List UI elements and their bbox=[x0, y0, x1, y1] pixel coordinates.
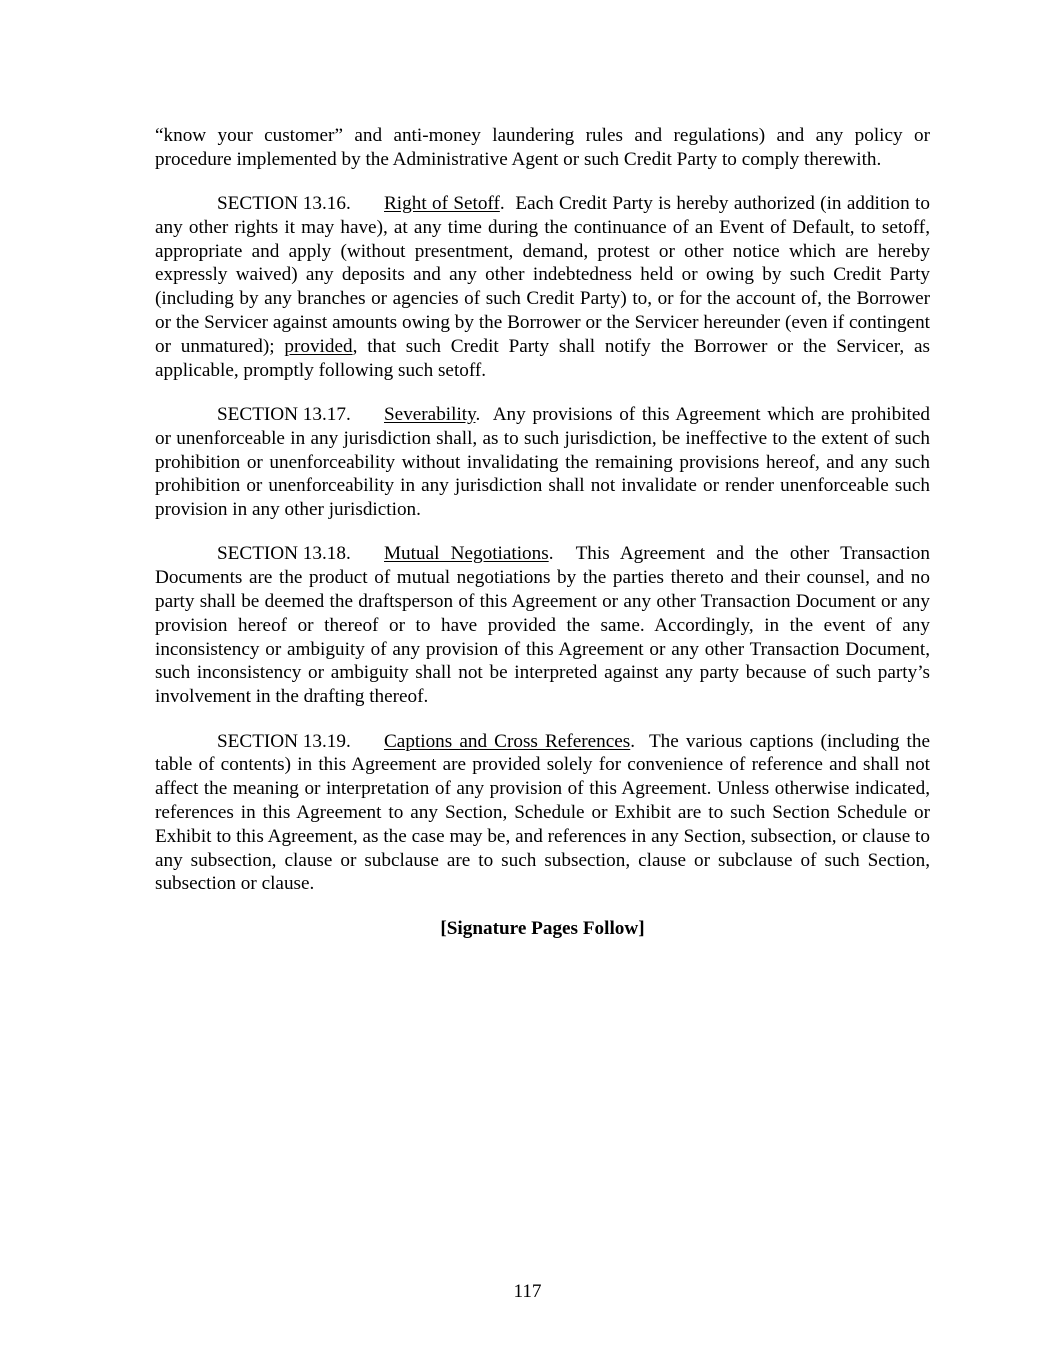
page-number: 117 bbox=[513, 1281, 542, 1302]
document-page bbox=[155, 124, 930, 961]
section-heading: Right of Setoff bbox=[384, 193, 500, 215]
section-13-19-paragraph: SECTION 13.19. Captions and Cross References. The various captions (including the table of contents) in this Agreement are provided solely for convenience of reference and shall not affect the meaning or interpretation of any provision of this Agreement. Unless otherwise indicated, references in this Agreement to any Section, Schedule or Exhibit are to such Section Schedule or Exhibit to this Agreement, as the case may be, and references in any Section, subsection, or clause to any subsection, clause or subclause are to such subsection, clause or subclause of such Section, subsection or clause. bbox=[155, 730, 930, 895]
proviso-term: provided bbox=[284, 335, 353, 357]
section-body: Each Credit Party is hereby authorized (in addition to any other rights it may have), at any time during the continuance of an Event of Default, to setoff, appropriate and apply (without presentment, demand, protest or other notice which are hereby expressly waived) any deposits and any other indebtedness held or owing by such Credit Party (including by any branches or agencies of such Credit Party) to, or for the account of, the Borrower or the Servicer against amounts owing by the Borrower or the Servicer hereunder (even if contingent or unmatured); bbox=[155, 193, 930, 357]
section-heading: Captions and Cross References bbox=[384, 730, 631, 752]
section-number: SECTION 13.16. bbox=[217, 193, 351, 215]
signature-pages-note: [Signature Pages Follow] bbox=[440, 917, 645, 939]
section-number: SECTION 13.17. bbox=[217, 403, 351, 425]
section-number: SECTION 13.19. bbox=[217, 730, 351, 752]
section-body: Any provisions of this Agreement which are prohibited or unenforceable in any jurisdiction shall, as to such jurisdiction, be ineffective to the extent of such prohibition or unenforceability without invalidating the remaining provisions hereof, and any such prohibition or unenforceability in any jurisdiction shall not invalidate or render unenforceable such provision in any other jurisdiction. bbox=[155, 403, 930, 521]
section-body: The various captions (including the table of contents) in this Agreement are provided solely for convenience of reference and shall not affect the meaning or interpretation of any provision of this Agreement. Unless otherwise indicated, references in this Agreement to any Section, Schedule or Exhibit are to such Section Schedule or Exhibit to this Agreement, as the case may be, and references in any Section, subsection, or clause to any subsection, clause or subclause are to such subsection, clause or subclause of such Section, subsection or clause. bbox=[155, 730, 930, 895]
section-heading: Severability bbox=[384, 403, 476, 425]
section-13-17-paragraph: SECTION 13.17. Severability. Any provisions of this Agreement which are prohibited or unenforceable in any jurisdiction shall, as to such jurisdiction, be ineffective to the extent of such prohibition or unenforceability without invalidating the remaining provisions hereof, and any such prohibition or unenforceability in any jurisdiction shall not invalidate or render unenforceable such provision in any other jurisdiction. bbox=[155, 403, 930, 521]
section-body: This Agreement and the other Transaction Documents are the product of mutual negotiations by the parties thereto and their counsel, and no party shall be deemed the draftsperson of this Agreement or any other Transaction Document or any provision hereof or thereof or to have provided the same. Accordingly, in the event of any inconsistency or ambiguity of any provision of this Agreement or any other Transaction Document, such inconsistency or ambiguity shall not be interpreted against any party because of such party’s involvement in the drafting thereof. bbox=[155, 543, 930, 708]
section-13-16-paragraph: SECTION 13.16. Right of Setoff. Each Credit Party is hereby authorized (in addition to any other rights it may have), at any time during the continuance of an Event of Default, to setoff, appropriate and apply (without presentment, demand, protest or other notice which are hereby expressly waived) any deposits and any other indebtedness held or owing by such Credit Party (including by any branches or agencies of such Credit Party) to, or for the account of, the Borrower or the Servicer against amounts owing by the Borrower or the Servicer hereunder (even if contingent or unmatured); provided, that such Credit Party shall notify the Borrower or the Servicer, as applicable, promptly following such setoff. bbox=[155, 193, 930, 381]
section-13-18-paragraph: SECTION 13.18. Mutual Negotiations. This Agreement and the other Transaction Documents are the product of mutual negotiations by the parties thereto and their counsel, and no party shall be deemed the draftsperson of this Agreement or any other Transaction Document or any provision hereof or thereof or to have provided the same. Accordingly, in the event of any inconsistency or ambiguity of any provision of this Agreement or any other Transaction Document, such inconsistency or ambiguity shall not be interpreted against any party because of such party’s involvement in the drafting thereof. bbox=[155, 543, 930, 708]
carryover-paragraph: “know your customer” and anti-money laundering rules and regulations) and any policy or procedure implemented by the Administrative Agent or such Credit Party to comply therewith. bbox=[155, 125, 930, 170]
section-number: SECTION 13.18. bbox=[217, 543, 351, 565]
section-heading: Mutual Negotiations bbox=[384, 543, 549, 565]
section-body-continued: , that such Credit Party shall notify the Borrower or the Servicer, as applicable, promptly following such setoff. bbox=[155, 335, 930, 381]
